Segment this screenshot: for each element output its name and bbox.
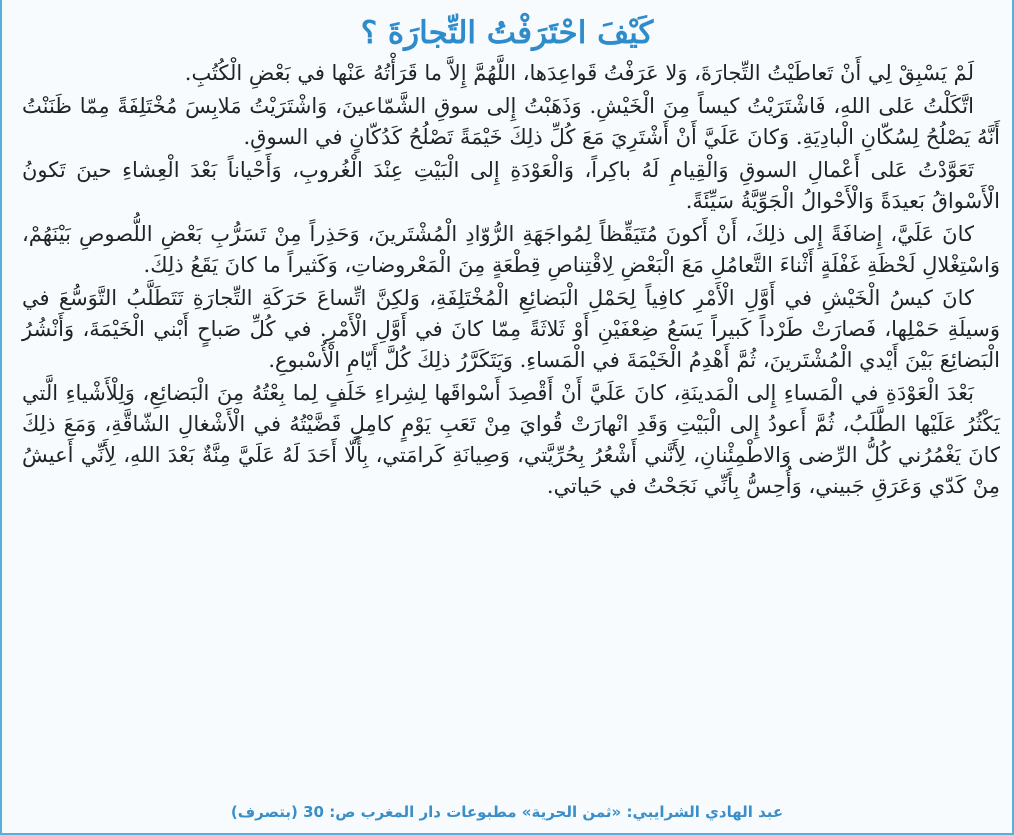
page-title: كَيْفَ احْتَرَفْتُ التِّجارَةَ ؟ [360,15,654,51]
paragraph-5: كانَ كيسُ الْخَيْشِ في أَوَّلِ الْأَمْرِ كافِياً لِحَمْلِ الْبَضائِعِ الْمُخْتَلِفَةِ، وَلكِنَّ اتِّساعَ حَرَكَةِ التِّجارَةِ تَتَطَلَّبُ التَّوَسُّعَ في وَسيلَةِ حَمْلِها، فَصارَتْ طَرْداً كَبيراً يَسَعُ ضِعْفَيْنِ أَوْ ثَلاثَةً مِمّا كانَ في أَوَّلِ الْأَمْرِ. في كُلِّ صَباحٍ أَبْني الْخَيْمَةَ، وَأَنْشُرُ الْبَضائِعَ بَيْنَ أَيْدي الْمُشْتَرينَ، ثُمَّ أَهْدِمُ الْخَيْمَةَ في الْمَساءِ. وَيَتَكَرَّرُ ذلِكَ كُلَّ أَيّامِ الْأُسْبوعِ. [22,286,1000,372]
paragraph-3: تَعَوَّدْتُ عَلى أَعْمالِ السوقِ وَالْقِيامِ لَهُ باكِراً، وَالْعَوْدَةِ إِلى الْبَيْتِ عِنْدَ الْغُروبِ، وَأَحْياناً بَعْدَ الْعِشاءِ حينَ تَكونُ الْأَسْواقُ بَعيدَةً وَالْأَحْوالُ الْجَوِّيَّةُ سَيِّئَةً. [22,158,1000,213]
paragraph-2: اتَّكَلْتُ عَلى اللهِ، فَاشْتَرَيْتُ كيساً مِنَ الْخَيْشِ. وَذَهَبْتُ إِلى سوقِ الشَّمّاعينَ، وَاشْتَرَيْتُ مَلابِسَ مُخْتَلِفَةً مِمّا ظَنَنْتُ أَنَّهُ يَصْلُحُ لِسُكّانِ الْبادِيَةِ. وَكانَ عَلَيَّ أَنْ أَشْتَرِيَ مَعَ كُلِّ ذلِكَ خَيْمَةً تَصْلُحُ كَدُكّانٍ في السوقِ. [22,94,1000,149]
previous-text-fragment [2,0,1012,6]
paragraph-1: لَمْ يَسْبِقْ لِي أَنْ تَعاطَيْتُ التِّجارَةَ، وَلا عَرَفْتُ قَواعِدَها، اللَّهُمَّ إِلاَّ ما قَرَأْتُهُ عَنْها في بَعْضِ الْكُتُبِ. [184,61,974,85]
source-citation: عبد الهادي الشرايبي: «ثمن الحرية» مطبوعات دار المغرب ص: 30 (بتصرف) [230,803,784,821]
paragraph-4: كانَ عَلَيَّ، إِضافَةً إِلى ذلِكَ، أَنْ أَكونَ مُتَيَقِّظاً لِمُواجَهَةِ الرُّوّادِ الْمُشْتَرينَ، وَحَذِراً مِنْ تَسَرُّبِ بَعْضِ اللُّصوصِ بَيْنَهُمْ، وَاسْتِغْلالِ لَحْظَةِ غَفْلَةٍ أَثْناءَ التَّعامُلِ مَعَ الْبَعْضِ لِاقْتِناصِ قِطْعَةٍ مِنَ الْمَعْروضاتِ، وَكَثيراً ما كانَ يَقَعُ ذلِكَ. [22,222,1000,277]
story-text [22,58,1000,504]
paragraph-6: بَعْدَ الْعَوْدَةِ في الْمَساءِ إِلى الْمَدينَةِ، كانَ عَلَيَّ أَنْ أَقْصِدَ أَسْواقَها لِشِراءِ خَلَفٍ لِما بِعْتُهُ مِنَ الْبَضائِعِ، وَلِلْأَشْياءِ الَّتي يَكْثُرُ عَلَيْها الطَّلَبُ، ثُمَّ أَعودُ إِلى الْبَيْتِ وَقَدِ انْهارَتْ قُوايَ مِنْ تَعَبِ يَوْمٍ كامِلٍ قَضَّيْتُهُ في الْأَشْغالِ الشّاقَّةِ، وَمَعَ ذلِكَ كانَ يَغْمُرُني كُلُّ الرِّضى وَالاطْمِئْنانِ، لِأَنَّني أَشْعُرُ بِحُرِّيَّتي، وَصِيانَةِ كَرامَتي، بِأَلّا أَحَدَ لَهُ عَلَيَّ مِنَّةٌ بَعْدَ اللهِ، لِأَنِّي أَعيشُ مِنْ كَدّي وَعَرَقِ جَبيني، وَأُحِسُّ بِأَنِّي نَجَحْتُ في حَياتي. [22,381,1000,498]
